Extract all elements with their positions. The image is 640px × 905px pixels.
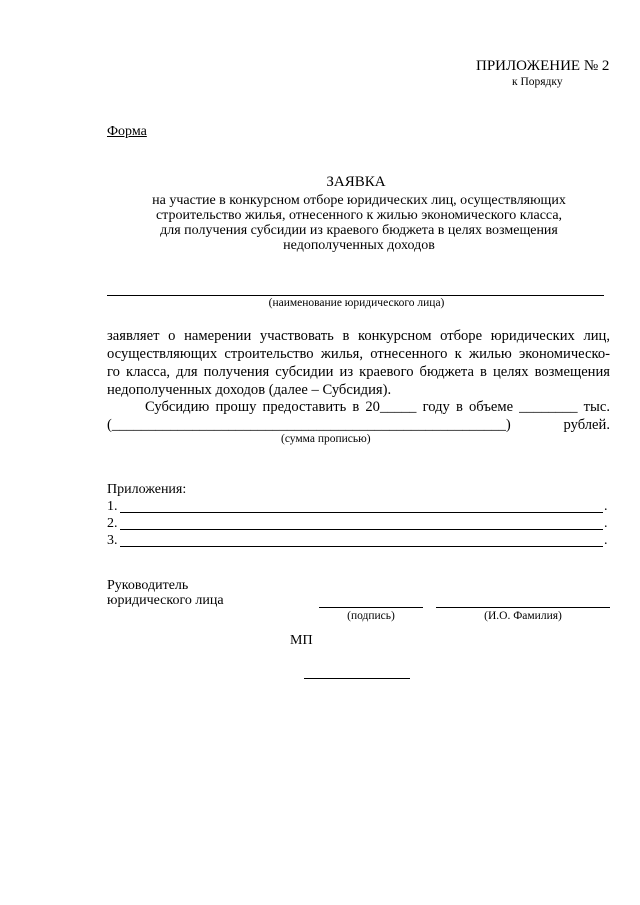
attachment-end-2: .: [604, 516, 608, 531]
attachment-line-1[interactable]: [120, 512, 603, 513]
attachment-line-2[interactable]: [120, 529, 603, 530]
name-caption: (И.О. Фамилия): [484, 610, 562, 622]
attachment-end-1: .: [604, 499, 608, 514]
amount-line: (______________________________________________________) рублей.: [107, 417, 610, 433]
signatory-role-line-1: Руководитель: [107, 578, 189, 593]
body-line-2: осуществляющих строительство жилья, отнесенного к жилью экономическо-: [107, 346, 610, 362]
amount-caption: (сумма прописью): [281, 433, 371, 445]
subsidy-line: Субсидию прошу предоставить в 20_____ году в объеме ________ тыс.: [145, 399, 610, 415]
attachment-number-1: 1.: [107, 499, 118, 514]
signature-caption: (подпись): [347, 610, 395, 622]
document-title: ЗАЯВКА: [326, 174, 386, 190]
org-name-line: [107, 295, 604, 296]
signatory-role-line-2: юридического лица: [107, 593, 224, 608]
heading-line-2: строительство жилья, отнесенного к жилью экономического класса,: [155, 208, 563, 223]
signature-line[interactable]: [319, 607, 423, 608]
heading-line-4: недополученных доходов: [283, 238, 435, 253]
body-line-4: недополученных доходов (далее – Субсидия).: [107, 382, 392, 398]
attachment-line-3[interactable]: [120, 546, 603, 547]
stamp-line[interactable]: [304, 678, 410, 679]
appendix-subtitle: к Порядку: [512, 76, 563, 88]
attachment-number-3: 3.: [107, 533, 118, 548]
name-line[interactable]: [436, 607, 610, 608]
body-paragraph: [107, 327, 610, 399]
form-label: Форма: [107, 124, 147, 139]
heading-line-3: для получения субсидии из краевого бюджета в целях возмещения: [160, 223, 558, 238]
stamp-label: МП: [290, 633, 313, 648]
heading-line-1: на участие в конкурсном отборе юридических лиц, осуществляющих: [152, 193, 566, 208]
body-line-1: заявляет о намерении участвовать в конкурсном отборе юридических лиц,: [107, 328, 610, 344]
attachments-title: Приложения:: [107, 482, 187, 497]
body-line-3: го класса, для получения субсидии из краевого бюджета в целях возмещения: [107, 364, 610, 380]
appendix-title: ПРИЛОЖЕНИЕ № 2: [476, 58, 610, 74]
org-name-caption: (наименование юридического лица): [268, 297, 445, 309]
attachment-end-3: .: [604, 533, 608, 548]
attachment-number-2: 2.: [107, 516, 118, 531]
